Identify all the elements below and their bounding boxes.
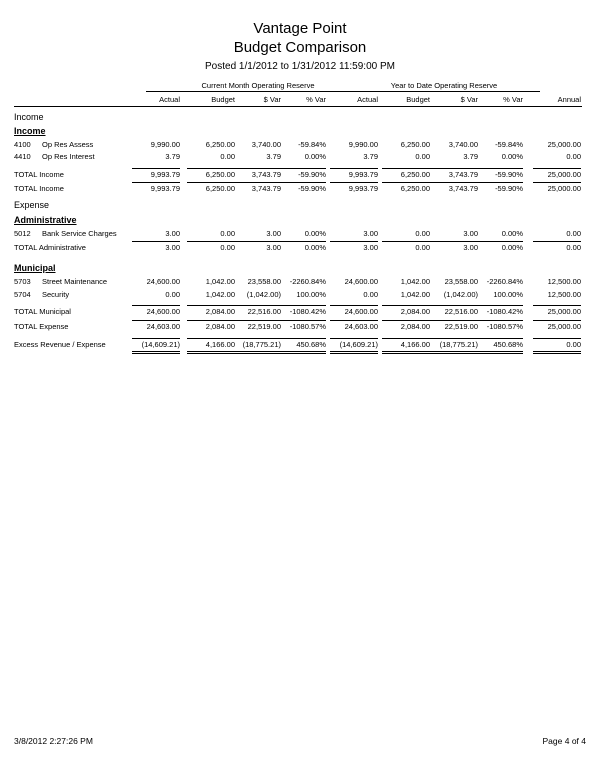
- subtotal-rule: [475, 320, 523, 321]
- amount-cell: 0.00: [415, 243, 430, 252]
- subtotal-rule: [132, 320, 180, 321]
- account-row: [0, 290, 600, 302]
- amount-cell: 23,558.00: [444, 277, 478, 286]
- amount-cell: 6,250.00: [400, 184, 430, 193]
- account-number: 4410: [14, 152, 31, 161]
- account-number: 4100: [14, 140, 31, 149]
- subtotal-rule: [330, 338, 378, 339]
- amount-cell: -59.90%: [495, 170, 523, 179]
- amount-cell: 2,084.00: [205, 322, 235, 331]
- grand-total-double-rule: [187, 351, 235, 354]
- subtotal-rule: [233, 305, 281, 306]
- row-label: [14, 215, 77, 225]
- amount-cell: 24,600.00: [146, 277, 180, 286]
- amount-cell: 3,743.79: [251, 170, 281, 179]
- amount-cell: 0.00: [415, 152, 430, 161]
- amount-cell: 25,000.00: [547, 322, 581, 331]
- amount-cell: 9,993.79: [150, 184, 180, 193]
- amount-cell: 1,042.00: [205, 277, 235, 286]
- amount-cell: 1,042.00: [400, 277, 430, 286]
- account-row: [0, 229, 600, 241]
- account-number: 5012: [14, 229, 31, 238]
- subtotal-rule: [330, 241, 378, 242]
- amount-cell: 22,519.00: [444, 322, 478, 331]
- subtotal-rule: [330, 182, 378, 183]
- subtotal-rule: [475, 168, 523, 169]
- subtotal-rule: [233, 320, 281, 321]
- subtotal-rule: [382, 241, 430, 242]
- subtotal-rule: [233, 182, 281, 183]
- subtotal-rule: [475, 182, 523, 183]
- subtotal-rule: [187, 241, 235, 242]
- subtotal-rule: [132, 241, 180, 242]
- amount-cell: -2260.84%: [289, 277, 326, 286]
- subtotal-rule: [533, 320, 581, 321]
- subtotal-rule: [132, 182, 180, 183]
- amount-cell: 3.00: [363, 243, 378, 252]
- column-header: $ Var: [263, 95, 281, 104]
- row-label-text: TOTAL Expense: [14, 322, 69, 331]
- amount-cell: 24,600.00: [146, 307, 180, 316]
- row-label: [14, 340, 106, 349]
- amount-cell: 1,042.00: [400, 290, 430, 299]
- amount-cell: 3.00: [165, 229, 180, 238]
- amount-cell: -1080.57%: [486, 322, 523, 331]
- subtotal-rule: [382, 168, 430, 169]
- amount-cell: -59.90%: [495, 184, 523, 193]
- group-header-current-month: Current Month Operating Reserve: [201, 81, 315, 90]
- amount-cell: 3,743.79: [251, 184, 281, 193]
- subtotal-rule: [187, 168, 235, 169]
- subtotal-rule: [533, 241, 581, 242]
- row-label-text: Expense: [14, 200, 50, 210]
- amount-cell: 3.00: [266, 229, 281, 238]
- subtotal-rule: [430, 168, 478, 169]
- row-label: [14, 200, 49, 210]
- row-label: [14, 112, 44, 122]
- row-label: [14, 229, 117, 238]
- amount-cell: 3.00: [165, 243, 180, 252]
- group-header-year-to-date: Year to Date Operating Reserve: [390, 81, 498, 90]
- subtotal-rule: [187, 320, 235, 321]
- amount-cell: 24,600.00: [344, 307, 378, 316]
- subtotal-rule: [233, 168, 281, 169]
- subtotal-rule: [475, 241, 523, 242]
- amount-cell: 6,250.00: [205, 184, 235, 193]
- section-heading: [0, 200, 600, 212]
- amount-cell: 3.00: [463, 229, 478, 238]
- row-label-text: Op Res Assess: [42, 140, 94, 149]
- subtotal-rule: [132, 338, 180, 339]
- amount-cell: 24,603.00: [344, 322, 378, 331]
- amount-cell: 6,250.00: [205, 140, 235, 149]
- amount-cell: 3.79: [463, 152, 478, 161]
- amount-cell: 9,990.00: [348, 140, 378, 149]
- subtotal-rule: [430, 305, 478, 306]
- amount-cell: 25,000.00: [547, 140, 581, 149]
- subsection-heading: [0, 215, 600, 227]
- amount-cell: 100.00%: [493, 290, 523, 299]
- amount-cell: 0.00: [363, 290, 378, 299]
- grand-total-double-rule: [382, 351, 430, 354]
- subtotal-rule: [278, 305, 326, 306]
- row-label-text: Bank Service Charges: [42, 229, 117, 238]
- row-label-text: Street Maintenance: [42, 277, 108, 286]
- subtotal-rule: [187, 305, 235, 306]
- grand-total-double-rule: [132, 351, 180, 354]
- amount-cell: 450.68%: [493, 340, 523, 349]
- row-label: [14, 277, 107, 286]
- subtotal-rule: [430, 182, 478, 183]
- grand-total-double-rule: [330, 351, 378, 354]
- row-label-text: TOTAL Administrative: [14, 243, 86, 252]
- amount-cell: 0.00%: [501, 229, 523, 238]
- amount-cell: 0.00: [220, 152, 235, 161]
- amount-cell: -1080.42%: [289, 307, 326, 316]
- amount-cell: 22,519.00: [247, 322, 281, 331]
- row-label-text: Administrative: [14, 215, 77, 225]
- company-name: Vantage Point: [253, 20, 347, 37]
- amount-cell: 3,740.00: [251, 140, 281, 149]
- row-label: [14, 170, 64, 179]
- amount-cell: 25,000.00: [547, 307, 581, 316]
- subtotal-rule: [430, 338, 478, 339]
- amount-cell: 3,740.00: [448, 140, 478, 149]
- amount-cell: 3.00: [463, 243, 478, 252]
- row-label-text: TOTAL Income: [14, 184, 64, 193]
- amount-cell: 6,250.00: [400, 170, 430, 179]
- subtotal-rule: [233, 241, 281, 242]
- subtotal-rule: [278, 338, 326, 339]
- subtotal-rule: [475, 305, 523, 306]
- amount-cell: 9,993.79: [150, 170, 180, 179]
- subtotal-rule: [278, 182, 326, 183]
- grand-total-double-rule: [430, 351, 478, 354]
- amount-cell: 450.68%: [296, 340, 326, 349]
- grand-total-double-rule: [475, 351, 523, 354]
- amount-cell: 3.00: [363, 229, 378, 238]
- total-row: [0, 184, 600, 196]
- amount-cell: 24,603.00: [146, 322, 180, 331]
- total-row: [0, 322, 600, 334]
- subtotal-rule: [278, 241, 326, 242]
- subtotal-rule: [330, 305, 378, 306]
- account-row: [0, 140, 600, 152]
- report-period: Posted 1/1/2012 to 1/31/2012 11:59:00 PM: [205, 61, 395, 72]
- amount-cell: 24,600.00: [344, 277, 378, 286]
- amount-cell: (14,609.21): [339, 340, 378, 349]
- amount-cell: (14,609.21): [141, 340, 180, 349]
- subtotal-rule: [475, 338, 523, 339]
- amount-cell: (18,775.21): [439, 340, 478, 349]
- amount-cell: 2,084.00: [400, 322, 430, 331]
- amount-cell: 4,166.00: [205, 340, 235, 349]
- subtotal-rule: [430, 241, 478, 242]
- grand-total-double-rule: [233, 351, 281, 354]
- subsection-heading: [0, 126, 600, 138]
- row-label: [14, 152, 95, 161]
- column-header: % Var: [503, 95, 523, 104]
- total-row: [0, 307, 600, 319]
- account-row: [0, 152, 600, 164]
- subtotal-rule: [233, 338, 281, 339]
- column-header: Actual: [357, 95, 378, 104]
- amount-cell: 6,250.00: [400, 140, 430, 149]
- subtotal-rule: [382, 305, 430, 306]
- subtotal-rule: [132, 305, 180, 306]
- amount-cell: 0.00: [220, 243, 235, 252]
- subtotal-rule: [533, 338, 581, 339]
- column-header: Annual: [557, 95, 581, 104]
- amount-cell: 0.00: [566, 243, 581, 252]
- amount-cell: 2,084.00: [205, 307, 235, 316]
- row-label: [14, 184, 64, 193]
- amount-cell: 0.00: [566, 340, 581, 349]
- amount-cell: -1080.57%: [289, 322, 326, 331]
- row-label-text: Security: [42, 290, 70, 299]
- amount-cell: 3.00: [266, 243, 281, 252]
- amount-cell: 0.00: [220, 229, 235, 238]
- amount-cell: 0.00%: [501, 152, 523, 161]
- column-header: Budget: [211, 95, 235, 104]
- account-number: 5704: [14, 290, 31, 299]
- subtotal-rule: [187, 338, 235, 339]
- row-label-text: Income: [14, 126, 46, 136]
- subtotal-rule: [132, 168, 180, 169]
- total-row: [0, 243, 600, 255]
- row-label: [14, 290, 69, 299]
- column-header: % Var: [306, 95, 326, 104]
- amount-cell: -2260.84%: [486, 277, 523, 286]
- subtotal-rule: [382, 320, 430, 321]
- amount-cell: 22,516.00: [444, 307, 478, 316]
- row-label-text: TOTAL Municipal: [14, 307, 71, 316]
- amount-cell: 12,500.00: [547, 290, 581, 299]
- amount-cell: 23,558.00: [247, 277, 281, 286]
- subtotal-rule: [330, 168, 378, 169]
- amount-cell: (1,042.00): [246, 290, 281, 299]
- row-label: [14, 322, 68, 331]
- amount-cell: 0.00%: [304, 243, 326, 252]
- row-label-text: Op Res Interest: [42, 152, 95, 161]
- account-number: 5703: [14, 277, 31, 286]
- row-label-text: Excess Revenue / Expense: [14, 340, 106, 349]
- amount-cell: (18,775.21): [242, 340, 281, 349]
- grand-total-double-rule: [278, 351, 326, 354]
- amount-cell: 25,000.00: [547, 170, 581, 179]
- row-label-text: TOTAL Income: [14, 170, 64, 179]
- grand-total-double-rule: [533, 351, 581, 354]
- amount-cell: 1,042.00: [205, 290, 235, 299]
- subtotal-rule: [430, 320, 478, 321]
- amount-cell: 4,166.00: [400, 340, 430, 349]
- subtotal-rule: [533, 182, 581, 183]
- amount-cell: -59.90%: [298, 184, 326, 193]
- column-header: Actual: [159, 95, 180, 104]
- column-header: $ Var: [460, 95, 478, 104]
- subtotal-rule: [330, 320, 378, 321]
- amount-cell: 3.79: [363, 152, 378, 161]
- amount-cell: 2,084.00: [400, 307, 430, 316]
- amount-cell: 3,743.79: [448, 184, 478, 193]
- subtotal-rule: [278, 320, 326, 321]
- amount-cell: 0.00: [566, 229, 581, 238]
- amount-cell: 0.00: [566, 152, 581, 161]
- amount-cell: 0.00: [165, 290, 180, 299]
- row-label: [14, 263, 56, 273]
- column-header: Budget: [406, 95, 430, 104]
- subtotal-rule: [533, 305, 581, 306]
- amount-cell: 9,993.79: [348, 184, 378, 193]
- subtotal-rule: [382, 182, 430, 183]
- subsection-heading: [0, 263, 600, 275]
- amount-cell: -1080.42%: [486, 307, 523, 316]
- total-row: [0, 170, 600, 182]
- amount-cell: 0.00%: [304, 152, 326, 161]
- row-label: [14, 140, 93, 149]
- amount-cell: -59.90%: [298, 170, 326, 179]
- report-title: Budget Comparison: [233, 39, 367, 56]
- amount-cell: 3,743.79: [448, 170, 478, 179]
- amount-cell: 9,990.00: [150, 140, 180, 149]
- printed-timestamp: 3/8/2012 2:27:26 PM: [14, 736, 93, 746]
- amount-cell: 6,250.00: [205, 170, 235, 179]
- amount-cell: (1,042.00): [443, 290, 478, 299]
- amount-cell: -59.84%: [495, 140, 523, 149]
- subtotal-rule: [187, 182, 235, 183]
- row-label-text: Municipal: [14, 263, 56, 273]
- page-number: Page 4 of 4: [542, 736, 586, 746]
- amount-cell: 25,000.00: [547, 184, 581, 193]
- row-label: [14, 307, 71, 316]
- account-row: [0, 277, 600, 289]
- amount-cell: 22,516.00: [247, 307, 281, 316]
- amount-cell: 0.00: [415, 229, 430, 238]
- row-label: [14, 243, 86, 252]
- amount-cell: 0.00%: [501, 243, 523, 252]
- amount-cell: 3.79: [266, 152, 281, 161]
- section-heading: [0, 112, 600, 124]
- amount-cell: 100.00%: [296, 290, 326, 299]
- subtotal-rule: [533, 168, 581, 169]
- amount-cell: 0.00%: [304, 229, 326, 238]
- amount-cell: -59.84%: [298, 140, 326, 149]
- amount-cell: 12,500.00: [547, 277, 581, 286]
- subtotal-rule: [278, 168, 326, 169]
- amount-cell: 9,993.79: [348, 170, 378, 179]
- row-label-text: Income: [14, 112, 44, 122]
- amount-cell: 3.79: [165, 152, 180, 161]
- row-label: [14, 126, 46, 136]
- subtotal-rule: [382, 338, 430, 339]
